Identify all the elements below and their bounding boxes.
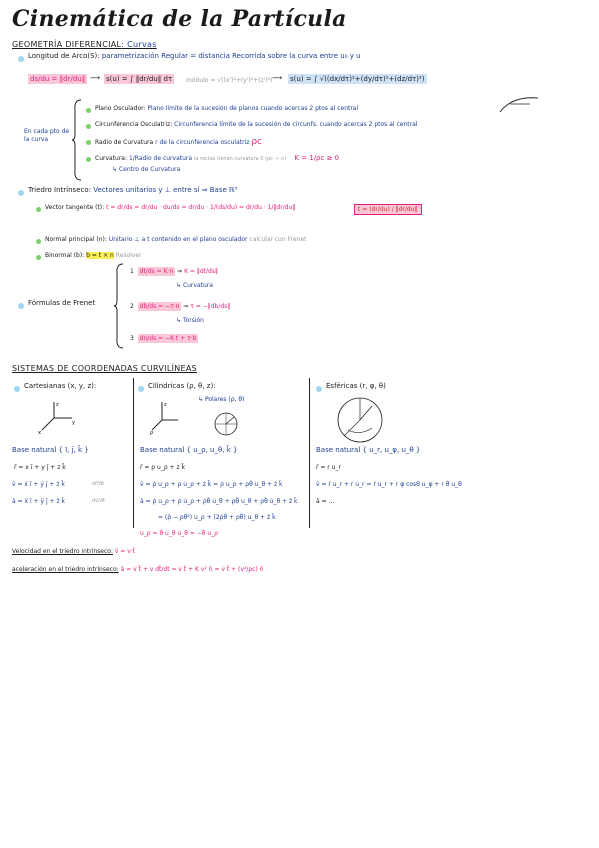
item-label: Curvatura: [95,155,128,162]
tangent-formula: t = dr/ds = dr/du · du/ds = dr/du · 1/(ds/du) = dr/du · 1/‖dr/du‖ [106,204,296,211]
esf-title: Esféricas (r, φ, θ) [326,382,386,390]
bullet-dot-green [86,140,91,145]
frenet-f2-name: Torsión [182,317,204,324]
svg-text:y: y [72,420,75,426]
esf-base-text: Base natural { u_r, u_φ, u_θ } [316,446,421,454]
frenet-label: Fórmulas de Frenet [28,299,96,307]
arrow-2: ⟶ [272,74,283,82]
esf-r: r̄ = r u_r [316,464,341,471]
normal-desc: Unitario ⊥ a t contenido en el plano osculador [108,236,248,243]
item-desc: Plano límite de la sucesión de planos cuando acercas 2 ptos al central [147,105,359,112]
bullet-dot [18,303,24,309]
curly-brace [72,100,82,180]
radio-row [95,137,262,147]
arc-label: Longitud de Arco(S): [28,52,100,60]
bullet-dot [138,386,144,392]
item-label: Radio de Curvatura [95,139,154,146]
frenet-brace [114,264,124,348]
item-label: Circunferencia Osculatriz: [95,121,173,128]
frenet-f3: dn/ds = −K·t + τ·b [139,335,197,342]
bullet-dot [316,386,322,392]
svg-text:z: z [164,402,167,408]
polar-circle-icon [214,412,238,436]
bullet-dot-green [86,124,91,129]
cil-polar-text: Polares (ρ, θ) [204,396,245,403]
frenet-f2-result: τ = −‖db/ds‖ [190,303,231,310]
bullet-dot-green [36,207,41,212]
esf-a: ā = ... [316,498,335,505]
normal-note: calcular con Frenet [249,236,307,243]
normal-label: Normal principal (n): [45,236,107,243]
arrow-1: ⟶ [90,74,101,82]
item-label: Plano Osculador: [95,105,146,112]
triedro-label: Triedro Intrínseco: [28,186,91,194]
frenet-2-name: ↳ Torsión [176,317,204,324]
binormal-row [45,252,142,259]
bullet-dot [18,190,24,196]
section-heading-coordenadas: SISTEMAS DE COORDENADAS CURVILÍNEAS [12,364,198,373]
bullet-dot [14,386,20,392]
item-desc: 1/Radio de curvatura [128,155,193,162]
frenet-f1-result: K = ‖dt/ds‖ [184,268,218,275]
s-integral: s(u) = ∫ ‖dr/du‖ dτ [106,75,173,83]
cil-title: Cilíndricas (ρ, θ, z): [148,382,216,390]
triedro-row [28,186,237,194]
cart-a-note: dv̄/dt [92,498,105,504]
svg-text:ρ: ρ [150,430,154,436]
side-label: En cada pto de la curva [24,128,70,143]
cart-base [12,446,89,454]
frenet-1-name: ↳ Curvatura [176,282,213,289]
circunferencia-row [95,121,417,128]
bullet-dot-green [86,108,91,113]
frenet-f2: db/ds = −τ·n [139,303,180,310]
cart-r: r̄ = x ī + y j̄ + z k̄ [14,464,66,471]
triedro-desc: Vectores unitarios y ⊥ entre sí ⇒ Base ℝ³ [93,186,238,194]
cylindrical-axes-icon [150,400,180,434]
bullet-dot-green [36,255,41,260]
binormal-label: Binormal (b): [45,252,85,259]
cil-polar: ↳ Polares (ρ, θ) [198,396,245,403]
vel-label: Velocidad en el triedro intrínseco: [12,548,113,555]
tangent-label: Vector tangente (t): [45,204,105,211]
ds-du-formula: ds/du = ‖dr/du‖ [30,75,86,83]
spherical-icon [336,396,384,444]
frenet-3: 3 dn/ds = −K·t + τ·b [130,335,197,342]
cartesian-axes-icon [38,400,78,434]
cil-a2: = (ρ̈ − ρθ̇²) u_ρ + (2ρ̇θ̇ + ρθ̈) u_θ + z̈ k̄ [158,514,276,521]
normal-row [45,236,306,243]
cart-v: v̄ = ẋ ī + ẏ j̄ + ż k̄ [12,481,65,488]
heading-suffix: : Curvas [121,40,157,49]
esf-v: v̄ = ṙ u_r + r u̇_r = ṙ u_r + r φ̇ cosθ u_φ + r θ̇ u_θ [316,481,462,488]
cart-v-note: dr̄/dt [92,481,105,487]
cart-title: Cartesianas (x, y, z): [24,382,97,390]
cil-base: Base natural { u_ρ, u_θ, k̄ } [140,446,238,454]
cil-note: u̇_ρ = θ̇ u_θ u̇_θ = −θ̇ u_ρ [140,530,218,537]
bullet-dot-green [36,239,41,244]
item-desc: r de la circunferencia osculatriz [155,139,250,146]
acc-formula: ā = v̇ t̄ + v dt̄/dt = v̇ t̄ + K v² n̄ = v̇ t̄ + (v²/ρc) n̄ [120,566,264,573]
modulo-note: módulo = √((x')²+(y')²+(z')²) [186,77,273,84]
osculator-sketch-icon [500,94,540,114]
tangent-result: t = (dr/du) / ‖dr/du‖ [354,204,422,215]
frenet-1: 1 dt/ds = K·n ⇒ K = ‖dt/ds‖ [130,268,218,275]
cil-r: r̄ = ρ u_ρ + z k̄ [140,464,186,471]
bullet-dot-green [86,157,91,162]
esf-base [316,446,420,454]
vel-row [12,548,135,555]
curvatura-row [95,154,339,162]
binormal-note: Resolver [115,252,142,259]
plano-osculador-row [95,105,358,112]
frenet-f1: dt/ds = K·n [139,268,174,275]
column-divider [133,378,134,528]
tangent-row [45,204,295,211]
arc-length-row [28,52,361,60]
centro-text: Centro de Curvatura [118,166,181,173]
item-note: la rectas tienen curvatura 0 (ρc → ∞) [193,156,287,162]
vel-formula: v̄ = v·t̄ [114,548,136,555]
page-title: Cinemática de la Partícula [12,6,347,32]
cart-a: ā = ẍ ī + ÿ j̄ + z̈ k̄ [12,498,65,505]
section-heading-geometria [12,40,157,49]
acc-label: aceleración en el triedro intrínseco: [12,566,119,573]
cart-base-text: Base natural { ī, j̄, k̄ } [12,446,89,454]
frenet-f1-name: Curvatura [182,282,213,289]
frenet-2: 2 db/ds = −τ·n ⇒ τ = −‖db/ds‖ [130,303,231,310]
cil-a: ā = ρ̈ u_ρ + ρ̇ u̇_ρ + ρ̇θ̇ u_θ + ρθ̈ u_θ + ρθ̇ u̇_θ + z̈ k̄ [140,498,298,505]
heading-text: GEOMETRÍA DIFERENCIAL [12,40,122,49]
bullet-dot [18,56,24,62]
centro-label: ↳ Centro de Curvatura [112,166,181,173]
item-extra: ρc [251,137,262,147]
item-formula: K = 1/ρc ≥ 0 [294,154,340,162]
column-divider [309,378,310,528]
svg-text:x: x [38,430,41,436]
arc-desc: parametrización Regular = distancia Recorrida sobre la curva entre u₀ y u [101,52,361,60]
s-formula: s(u) = ∫ √((dx/dτ)²+(dy/dτ)²+(dz/dτ)²) [290,75,425,83]
acc-row [12,566,264,573]
binormal-formula: b = t × n [86,252,114,259]
cil-v: v̄ = ρ̇ u_ρ + ρ u̇_ρ + ż k̄ = ρ̇ u_ρ + ρθ̇ u_θ + ż k̄ [140,481,283,488]
item-desc: Circunferencia límite de la sucesión de circunfs. cuando acercas 2 ptos al central [174,121,418,128]
svg-text:z: z [56,402,59,408]
